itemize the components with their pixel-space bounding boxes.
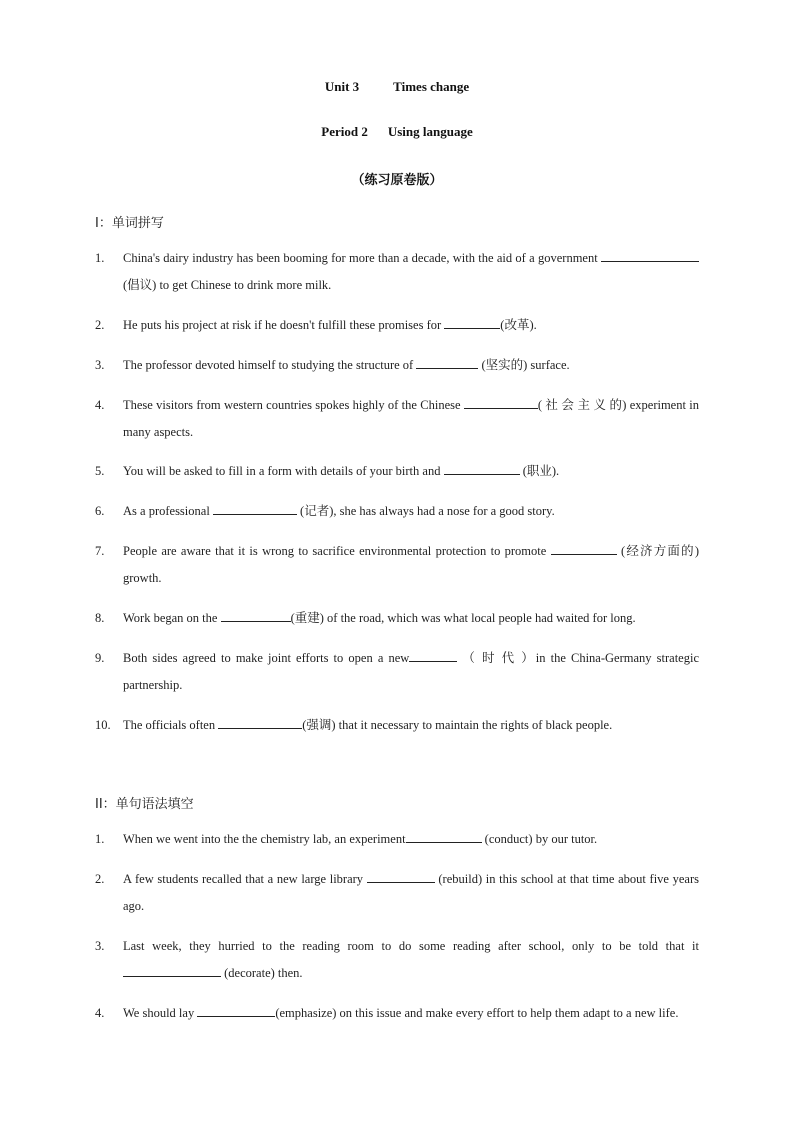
question-text: A few students recalled that a new large library: [123, 872, 367, 886]
period-number: Period 2: [321, 124, 368, 139]
question-text: When we went into the the chemistry lab, an experiment: [123, 832, 406, 846]
answer-blank[interactable]: [197, 1003, 275, 1017]
question-text: Last week, they hurried to the reading room to do some reading after school, only to be told that it: [123, 939, 699, 953]
answer-blank[interactable]: [409, 648, 457, 662]
question-item: [95, 605, 699, 632]
question-number: 3.: [95, 358, 105, 372]
answer-blank[interactable]: [218, 715, 302, 729]
answer-blank[interactable]: [406, 829, 482, 843]
question-item: [95, 645, 699, 699]
question-text: People are aware that it is wrong to sacrifice environmental protection to promote: [123, 544, 551, 558]
question-text: He puts his project at risk if he doesn't fulfill these promises for: [123, 318, 445, 332]
answer-blank[interactable]: [551, 541, 617, 555]
question-number: 2.: [95, 318, 105, 332]
question-text: The officials often: [123, 718, 219, 732]
question-text-after: (conduct) by our tutor.: [481, 832, 598, 846]
answer-blank[interactable]: [213, 501, 297, 515]
question-text-after: (职业).: [519, 464, 560, 478]
question-number: 4.: [95, 1006, 105, 1020]
question-text: We should lay: [123, 1006, 198, 1020]
question-item: [95, 933, 699, 987]
question-text-after: (坚实的) surface.: [478, 358, 570, 372]
answer-blank[interactable]: [601, 248, 699, 262]
question-item: [95, 826, 699, 853]
answer-blank[interactable]: [444, 461, 520, 475]
question-text: These visitors from western countries spokes highly of the Chinese: [123, 398, 464, 412]
question-item: [95, 312, 699, 339]
unit-number: Unit 3: [324, 79, 360, 94]
question-item: [95, 498, 699, 525]
question-text-after: (记者), she has always had a nose for a good story.: [296, 504, 555, 518]
question-text: Work began on the: [123, 611, 221, 625]
question-text-after: (decorate) then.: [221, 966, 303, 980]
answer-blank[interactable]: [416, 355, 478, 369]
question-number: 5.: [95, 464, 105, 478]
question-number: 3.: [95, 939, 105, 953]
question-number: 6.: [95, 504, 105, 518]
period-name: Using language: [387, 124, 473, 139]
question-text-after: (强调) that it necessary to maintain the rights of black people.: [302, 718, 613, 732]
question-number: 7.: [95, 544, 105, 558]
question-text: Both sides agreed to make joint efforts to open a new: [123, 651, 410, 665]
answer-blank[interactable]: [367, 869, 435, 883]
version-label: （练习原卷版）: [351, 172, 443, 187]
section-heading-spelling: I：单词拼写: [95, 216, 164, 231]
question-number: 1.: [95, 832, 105, 846]
question-number: 9.: [95, 651, 105, 665]
answer-blank[interactable]: [221, 608, 291, 622]
period-title: [0, 124, 794, 140]
question-text-after: (重建) of the road, which was what local people had waited for long.: [290, 611, 636, 625]
unit-title: [0, 79, 794, 95]
question-item: [95, 458, 699, 485]
question-item: [95, 245, 699, 299]
answer-blank[interactable]: [444, 315, 500, 329]
question-number: 2.: [95, 872, 105, 886]
answer-blank[interactable]: [123, 963, 221, 977]
question-item: [95, 1000, 699, 1027]
unit-name: Times change: [393, 79, 470, 94]
question-text: China's dairy industry has been booming for more than a decade, with the aid of a government: [123, 251, 601, 265]
answer-blank[interactable]: [464, 395, 538, 409]
question-number: 8.: [95, 611, 105, 625]
question-text-after: ( 社 会 主 义 的) experiment in many aspects.: [123, 398, 700, 439]
question-text-after: (emphasize) on this issue and make every effort to help them adapt to a new life.: [275, 1006, 679, 1020]
question-text: The professor devoted himself to studying the structure of: [123, 358, 417, 372]
question-number: 1.: [95, 251, 105, 265]
question-item: [95, 538, 699, 592]
question-number: 4.: [95, 398, 105, 412]
question-text: You will be asked to fill in a form with details of your birth and: [123, 464, 444, 478]
question-item: [95, 866, 699, 920]
question-text-after: (改革).: [500, 318, 537, 332]
section-heading-grammar: II：单句语法填空: [95, 797, 194, 812]
question-text-after: （ 时 代 ）in the China-Germany strategic partnership.: [123, 651, 699, 692]
question-text-after: (rebuild) in this school at that time about five years ago.: [123, 872, 699, 913]
question-item: [95, 392, 699, 446]
question-text-after: (倡议) to get Chinese to drink more milk.: [123, 278, 332, 292]
question-number: 10.: [95, 718, 111, 732]
question-text-after: (经济方面的) growth.: [123, 544, 700, 585]
question-item: [95, 352, 699, 379]
question-text: As a professional: [123, 504, 213, 518]
question-item: [95, 712, 699, 739]
